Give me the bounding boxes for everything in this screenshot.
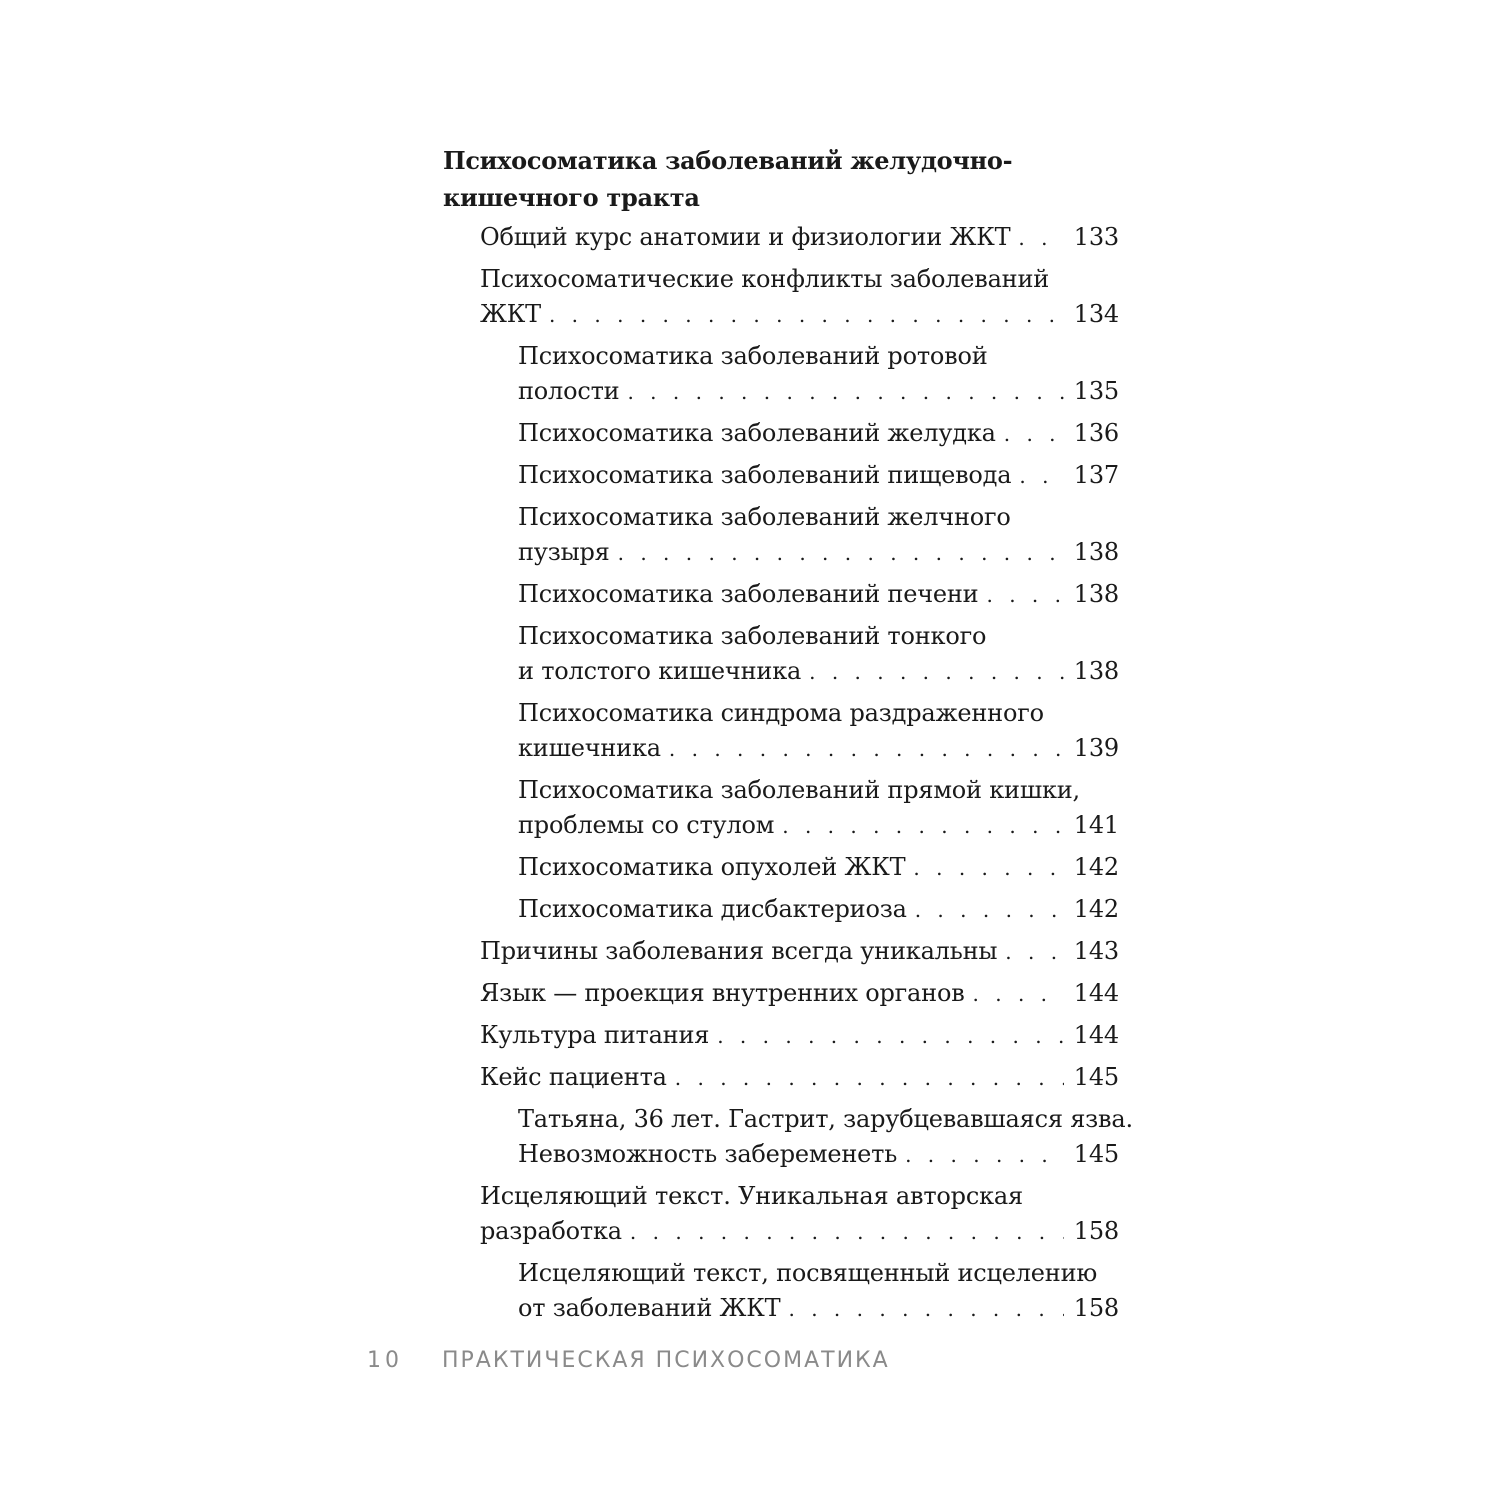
toc-entry-page: 138	[1073, 538, 1119, 566]
toc-entry-page: 137	[1073, 461, 1119, 489]
section-title-line-1: Психосоматика заболеваний желудочно-	[443, 146, 1013, 175]
toc-entry[interactable]	[518, 458, 1119, 494]
toc-entry-title: Кейс пациента	[480, 1063, 667, 1091]
toc-entry-page: 138	[1073, 580, 1119, 608]
dot-leader	[675, 1061, 1064, 1096]
toc-entry-title: проблемы со стулом	[518, 811, 775, 839]
running-title: ПРАКТИЧЕСКАЯ ПСИХОСОМАТИКА	[442, 1348, 890, 1373]
dot-leader	[627, 375, 1063, 410]
toc-entry-page: 144	[1073, 979, 1119, 1007]
toc-entry[interactable]	[518, 773, 1119, 844]
toc-entry-page: 142	[1073, 853, 1119, 881]
toc-entry-page: 139	[1073, 734, 1119, 762]
dot-leader	[1005, 935, 1063, 970]
dot-leader	[782, 809, 1064, 844]
toc-entry[interactable]	[518, 1256, 1119, 1327]
toc-entry-page: 158	[1073, 1294, 1119, 1322]
toc-entry-title: пузыря	[518, 538, 610, 566]
toc-entry-title-line-1: Психосоматика заболеваний ротовой	[518, 342, 988, 370]
toc-entry[interactable]	[518, 696, 1119, 767]
toc-entry-title-line-1: Психосоматика заболеваний желчного	[518, 503, 1011, 531]
toc-entry-title-line-1: Психосоматика заболеваний прямой кишки,	[518, 776, 1080, 804]
toc-entry-title: Общий курс анатомии и физиологии ЖКТ	[480, 223, 1011, 251]
dot-leader	[549, 298, 1064, 333]
dot-leader	[1018, 221, 1063, 256]
dot-leader	[905, 1138, 1064, 1173]
toc-entry-page: 135	[1073, 377, 1119, 405]
dot-leader	[1019, 459, 1063, 494]
section-title-line-2: кишечного тракта	[443, 183, 700, 212]
toc-entry[interactable]	[518, 577, 1119, 613]
toc-entry-title-line-1: Психосоматика заболеваний тонкого	[518, 622, 987, 650]
page-footer	[367, 1348, 890, 1373]
table-of-contents	[443, 142, 1133, 1333]
dot-leader	[915, 893, 1064, 928]
toc-entry-title: разработка	[480, 1217, 622, 1245]
toc-entry[interactable]	[480, 1018, 1119, 1054]
toc-entry-page: 145	[1073, 1140, 1119, 1168]
toc-entry[interactable]	[518, 500, 1119, 571]
section-title	[443, 142, 1119, 216]
dot-leader	[669, 732, 1064, 767]
toc-entry-title: ЖКТ	[480, 300, 541, 328]
toc-entry-page: 144	[1073, 1021, 1119, 1049]
toc-entry-title: Невозможность забеременеть	[518, 1140, 898, 1168]
toc-entry-title-line-1: Татьяна, 36 лет. Гастрит, зарубцевавшаяся язва.	[518, 1105, 1133, 1133]
toc-entry-title-line-1: Психосоматические конфликты заболеваний	[480, 265, 1050, 293]
dot-leader	[789, 1292, 1064, 1327]
dot-leader	[973, 977, 1064, 1012]
toc-entry[interactable]	[518, 339, 1119, 410]
toc-entry-title: Психосоматика заболеваний пищевода	[518, 461, 1012, 489]
toc-entry-title: кишечника	[518, 734, 661, 762]
dot-leader	[717, 1019, 1064, 1054]
dot-leader	[630, 1215, 1064, 1250]
toc-entry-page: 136	[1073, 419, 1119, 447]
toc-entry[interactable]	[518, 892, 1119, 928]
toc-entry-title-line-1: Психосоматика синдрома раздраженного	[518, 699, 1044, 727]
toc-entry[interactable]	[518, 1102, 1133, 1173]
toc-entry-title: и толстого кишечника	[518, 657, 802, 685]
dot-leader	[1004, 417, 1064, 452]
toc-entry-page: 145	[1073, 1063, 1119, 1091]
toc-entry[interactable]	[480, 1179, 1119, 1250]
toc-entry[interactable]	[480, 1060, 1119, 1096]
toc-entry-page: 142	[1073, 895, 1119, 923]
toc-entry[interactable]	[480, 262, 1119, 333]
toc-entry-title: полости	[518, 377, 620, 405]
toc-entry-title: Психосоматика дисбактериоза	[518, 895, 907, 923]
toc-entry-page: 141	[1073, 811, 1119, 839]
toc-entry[interactable]	[518, 850, 1119, 886]
dot-leader	[618, 536, 1064, 571]
toc-entry-title: от заболеваний ЖКТ	[518, 1294, 781, 1322]
toc-entry[interactable]	[480, 934, 1119, 970]
dot-leader	[913, 851, 1063, 886]
toc-entry[interactable]	[480, 976, 1119, 1012]
toc-entry-page: 134	[1073, 300, 1119, 328]
toc-entry-title: Психосоматика опухолей ЖКТ	[518, 853, 906, 881]
toc-entry-title: Культура питания	[480, 1021, 710, 1049]
toc-entry-title-line-1: Исцеляющий текст. Уникальная авторская	[480, 1182, 1023, 1210]
toc-entry-title: Психосоматика заболеваний желудка	[518, 419, 996, 447]
toc-entry-title: Психосоматика заболеваний печени	[518, 580, 979, 608]
toc-entry-title-line-1: Исцеляющий текст, посвященный исцелению	[518, 1259, 1098, 1287]
toc-entry-page: 138	[1073, 657, 1119, 685]
toc-entry[interactable]	[518, 416, 1119, 452]
toc-entry-title: Язык — проекция внутренних органов	[480, 979, 965, 1007]
page-number: 10	[367, 1348, 403, 1373]
toc-entry-title: Причины заболевания всегда уникальны	[480, 937, 998, 965]
toc-entry-page: 143	[1073, 937, 1119, 965]
toc-entry-page: 133	[1073, 223, 1119, 251]
toc-entry[interactable]	[480, 220, 1119, 256]
toc-entry[interactable]	[518, 619, 1119, 690]
toc-entry-page: 158	[1073, 1217, 1119, 1245]
dot-leader	[809, 655, 1064, 690]
dot-leader	[986, 578, 1063, 613]
